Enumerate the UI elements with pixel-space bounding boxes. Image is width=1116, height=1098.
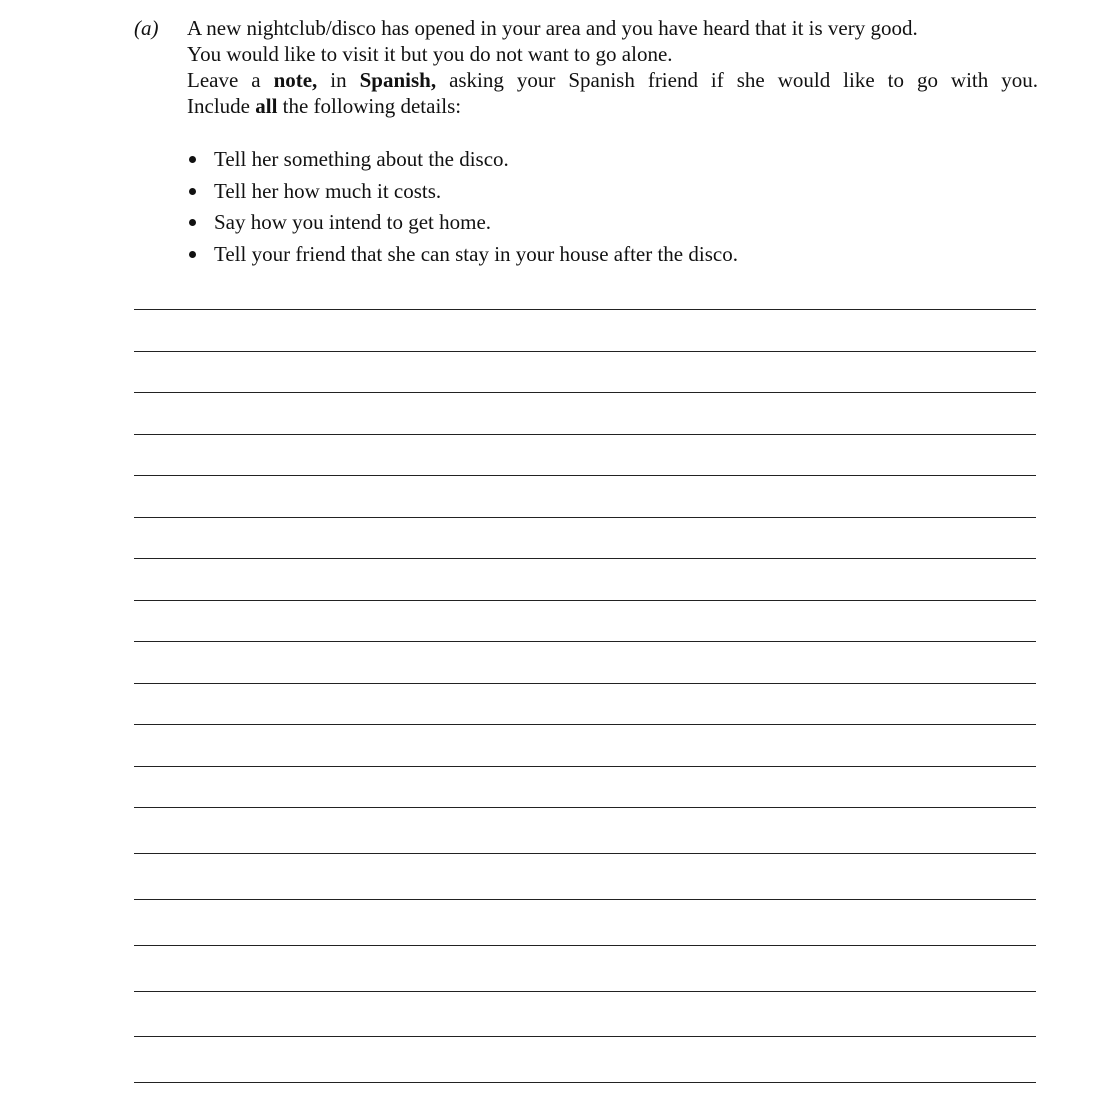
details-list bbox=[187, 145, 738, 271]
answer-line[interactable] bbox=[134, 899, 1036, 900]
answer-line[interactable] bbox=[134, 807, 1036, 808]
question-line-1: A new nightclub/disco has opened in your area and you have heard that it is very good. bbox=[187, 16, 918, 40]
list-item: Tell your friend that she can stay in your house after the disco. bbox=[187, 240, 738, 272]
answer-line[interactable] bbox=[134, 1036, 1036, 1037]
answer-line[interactable] bbox=[134, 309, 1036, 310]
bullet-icon bbox=[189, 156, 196, 163]
answer-line[interactable] bbox=[134, 434, 1036, 435]
bullet-icon bbox=[189, 251, 196, 258]
emphasis-all: all bbox=[255, 94, 278, 118]
emphasis-spanish: Spanish, bbox=[359, 68, 437, 92]
answer-line[interactable] bbox=[134, 392, 1036, 393]
answer-line[interactable] bbox=[134, 853, 1036, 854]
question-line-3: Leave a note, in Spanish, asking your Spanish friend if she would like to go with you. bbox=[187, 68, 1038, 92]
question-label: (a) bbox=[134, 16, 159, 40]
bullet-icon bbox=[189, 188, 196, 195]
answer-line[interactable] bbox=[134, 351, 1036, 352]
answer-line[interactable] bbox=[134, 641, 1036, 642]
emphasis-note: note, bbox=[273, 68, 318, 92]
bullet-icon bbox=[189, 219, 196, 226]
answer-line[interactable] bbox=[134, 475, 1036, 476]
answer-line[interactable] bbox=[134, 1082, 1036, 1083]
answer-line[interactable] bbox=[134, 766, 1036, 767]
answer-line[interactable] bbox=[134, 517, 1036, 518]
answer-line[interactable] bbox=[134, 991, 1036, 992]
answer-line[interactable] bbox=[134, 558, 1036, 559]
list-item: Say how you intend to get home. bbox=[187, 208, 738, 240]
answer-line[interactable] bbox=[134, 945, 1036, 946]
question-line-2: You would like to visit it but you do not want to go alone. bbox=[187, 42, 673, 66]
list-item: Tell her something about the disco. bbox=[187, 145, 738, 177]
question-text bbox=[187, 15, 1038, 119]
list-item: Tell her how much it costs. bbox=[187, 177, 738, 209]
answer-line[interactable] bbox=[134, 724, 1036, 725]
question-line-4: Include all the following details: bbox=[187, 94, 462, 118]
answer-line[interactable] bbox=[134, 600, 1036, 601]
answer-line[interactable] bbox=[134, 683, 1036, 684]
